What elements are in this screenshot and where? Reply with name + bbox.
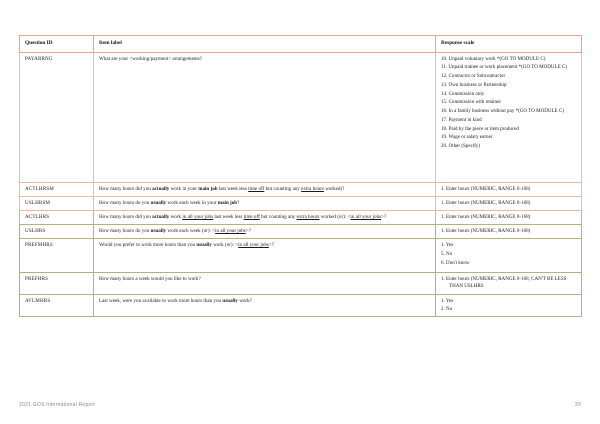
cell-item-label: How many hours a week would you like to work? [94,273,436,294]
cell-question-id: PAYARRNG [20,52,94,182]
response-option: 14. Commission only [441,90,485,97]
response-option: 1. Enter hours (NUMERIC, RANGE 0-168) [441,185,531,192]
cell-item-label: Would you prefer to work more hours than you usually work (or): <in all your jobs>? [94,239,436,273]
response-option-list [441,228,577,235]
response-option-list [441,200,577,207]
column-header-response-scale: Response scale [436,36,582,53]
cell-item-label: How many hours do you usually work each week in your main job? [94,196,436,210]
table-row [20,273,582,294]
response-option-list [441,276,577,290]
response-option: 16. In a family business without pay *(GO TO MODULE C) [441,108,565,115]
response-option-list [441,242,577,267]
page-footer [19,402,581,408]
cell-response-scale [436,182,582,196]
response-option: 6. Don't know [441,259,470,266]
cell-question-id: ACTLHRSM [20,182,94,196]
survey-question-table [19,35,582,317]
cell-response-scale [436,52,582,182]
table-row [20,196,582,210]
response-option: 12. Contractor or Subcontractor [441,73,506,80]
response-option: 1. Enter hours (NUMERIC, RANGE 0-168, CAN'T BE LESS THAN USLHRS [441,276,567,290]
cell-response-scale [436,210,582,224]
cell-question-id: USLHRSM [20,196,94,210]
table-row [20,225,582,239]
cell-response-scale [436,196,582,210]
response-option: 15. Commission with retainer [441,99,501,106]
response-option: 20. Other (Specify) [441,143,481,150]
cell-question-id: ACTLHRS [20,210,94,224]
column-header-question-id: Question ID [20,36,94,53]
response-option: 1. Yes [441,297,454,304]
response-option: 11. Unpaid trainee or work placement *(GO TO MODULE C) [441,64,568,71]
cell-item-label: How many hours did you actually work in your main job last week less time off but counting any extra hours worked)? [94,182,436,196]
table-header-row [20,36,582,53]
table-row [20,294,582,317]
response-option: 1. Yes [441,242,454,249]
cell-question-id: AVLMHRS [20,294,94,317]
cell-response-scale [436,239,582,273]
cell-response-scale [436,225,582,239]
cell-question-id: PREFHRS [20,273,94,294]
response-option-list [441,56,577,151]
response-option: 5. No [441,251,453,258]
table-row [20,52,582,182]
footer-report-title: 2021 GOS International Report [19,402,96,408]
cell-item-label: What are your <working/payment> arrangements? [94,52,436,182]
column-header-item-label: Item label [94,36,436,53]
cell-item-label: Last week, were you available to work more hours than you usually work? [94,294,436,317]
cell-item-label: How many hours do you usually work each week (or): <in all your jobs>? [94,225,436,239]
response-option: 17. Payment in kind [441,116,482,123]
cell-response-scale [436,273,582,294]
response-option: 2. No [441,306,453,313]
response-option: 1. Enter hours (NUMERIC, RANGE 0-168) [441,213,531,220]
cell-question-id: PREFMHRS [20,239,94,273]
response-option: 10. Unpaid voluntary work *(GO TO MODULE C) [441,55,546,62]
response-option: 19. Wage or salary earner [441,134,493,141]
response-option-list [441,214,577,221]
response-option: 13. Own business or Partnership [441,81,507,88]
table-row [20,239,582,273]
footer-page-number: 39 [574,402,581,408]
response-option: 18. Paid by the piece or item produced [441,125,519,132]
table-row [20,182,582,196]
response-option-list [441,298,577,314]
response-option: 1. Enter hours (NUMERIC, RANGE 0-168) [441,228,531,235]
response-option: 1. Enter hours (NUMERIC, RANGE 0-168) [441,199,531,206]
cell-question-id: USLHRS [20,225,94,239]
response-option-list [441,186,577,193]
cell-response-scale [436,294,582,317]
table-row [20,210,582,224]
cell-item-label: How many hours did you actually work in all your jobs last week less time off but counting any extra hours worked (or): <in all your jobs>? [94,210,436,224]
